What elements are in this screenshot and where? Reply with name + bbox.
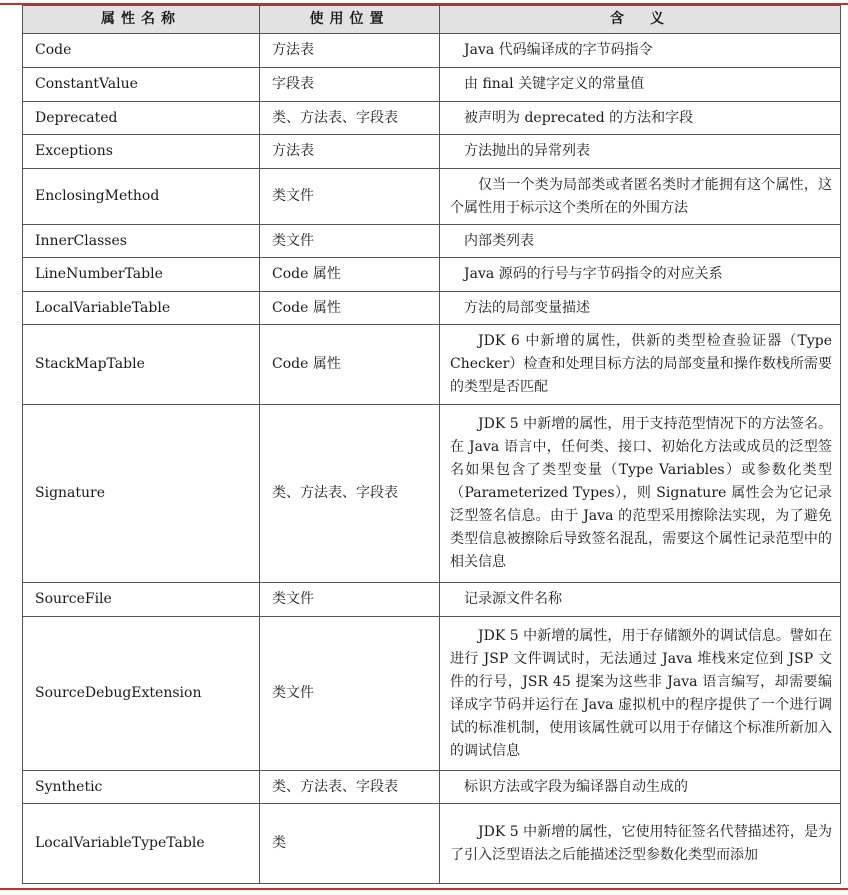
attribute-name: SourceDebugExtension [23,617,260,771]
table-row [23,258,841,292]
table-row [23,804,841,884]
attribute-meaning: 标识方法或字段为编译器自动生成的 [440,771,841,804]
attribute-name: StackMapTable [23,325,260,405]
attribute-meaning: 方法的局部变量描述 [440,292,841,325]
attribute-name: Exceptions [23,135,260,169]
usage-position: 类文件 [260,617,440,771]
table-row [23,583,841,617]
header-row [23,6,841,34]
usage-position: 方法表 [260,135,440,169]
attribute-name: Signature [23,405,260,583]
attribute-name: LocalVariableTable [23,292,260,325]
attribute-meaning: JDK 5 中新增的属性，它使用特征签名代替描述符，是为了引入泛型语法之后能描述泛型参数化类型而添加 [440,804,841,884]
table-row [23,405,841,583]
table-row [23,68,841,102]
attribute-name: Synthetic [23,771,260,804]
table-row [23,617,841,771]
usage-position: 类文件 [260,225,440,258]
usage-position: Code 属性 [260,292,440,325]
bottom-rule [0,888,848,890]
table-row [23,135,841,169]
attribute-meaning: JDK 5 中新增的属性，用于支持范型情况下的方法签名。在 Java 语言中，任何类、接口、初始化方法或成员的泛型签名如果包含了类型变量（Type Variables）或参数化类型（Parameterized Types），则 Signature 属性会为它记录泛型签名信息。由于 Java 的范型采用擦除法实现，为了避免类型信息被擦除后导致签名混乱，需要这个属性记录范型中的相关信息 [440,405,841,583]
attribute-meaning: 被声明为 deprecated 的方法和字段 [440,102,841,135]
table-row [23,34,841,68]
attribute-name: Deprecated [23,102,260,135]
usage-position: Code 属性 [260,325,440,405]
table-row [23,325,841,405]
attribute-meaning: JDK 5 中新增的属性，用于存储额外的调试信息。譬如在进行 JSP 文件调试时，无法通过 Java 堆栈来定位到 JSP 文件的行号，JSR 45 提案为这些非 Java 语言编写，却需要编译成字节码并运行在 Java 虚拟机中的程序提供了一个进行调试的标准机制，使用该属性就可以用于存储这个标准所新加入的调试信息 [440,617,841,771]
attribute-name: EnclosingMethod [23,169,260,225]
table-row [23,771,841,804]
attribute-name: LocalVariableTypeTable [23,804,260,884]
attribute-name: SourceFile [23,583,260,617]
usage-position: 类、方法表、字段表 [260,102,440,135]
attribute-meaning: Java 代码编译成的字节码指令 [440,34,841,68]
attribute-meaning: 方法抛出的异常列表 [440,135,841,169]
table-row [23,292,841,325]
usage-position: 类文件 [260,169,440,225]
attribute-meaning: 仅当一个类为局部类或者匿名类时才能拥有这个属性，这个属性用于标示这个类所在的外围方法 [440,169,841,225]
table-row [23,169,841,225]
header-meaning: 含 义 [440,6,841,34]
usage-position: Code 属性 [260,258,440,292]
attribute-meaning: 由 final 关键字定义的常量值 [440,68,841,102]
usage-position: 类文件 [260,583,440,617]
header-usage-position: 使用位置 [260,6,440,34]
usage-position: 类 [260,804,440,884]
attribute-meaning: Java 源码的行号与字节码指令的对应关系 [440,258,841,292]
header-attribute-name: 属性名称 [23,6,260,34]
usage-position: 类、方法表、字段表 [260,771,440,804]
attribute-meaning: 记录源文件名称 [440,583,841,617]
attribute-name: ConstantValue [23,68,260,102]
usage-position: 类、方法表、字段表 [260,405,440,583]
attribute-name: InnerClasses [23,225,260,258]
table-row [23,225,841,258]
attribute-table [22,5,841,884]
usage-position: 方法表 [260,34,440,68]
attribute-meaning: JDK 6 中新增的属性，供新的类型检查验证器（Type Checker）检查和处理目标方法的局部变量和操作数栈所需要的类型是否匹配 [440,325,841,405]
attribute-name: LineNumberTable [23,258,260,292]
usage-position: 字段表 [260,68,440,102]
attribute-meaning: 内部类列表 [440,225,841,258]
table-row [23,102,841,135]
attribute-name: Code [23,34,260,68]
